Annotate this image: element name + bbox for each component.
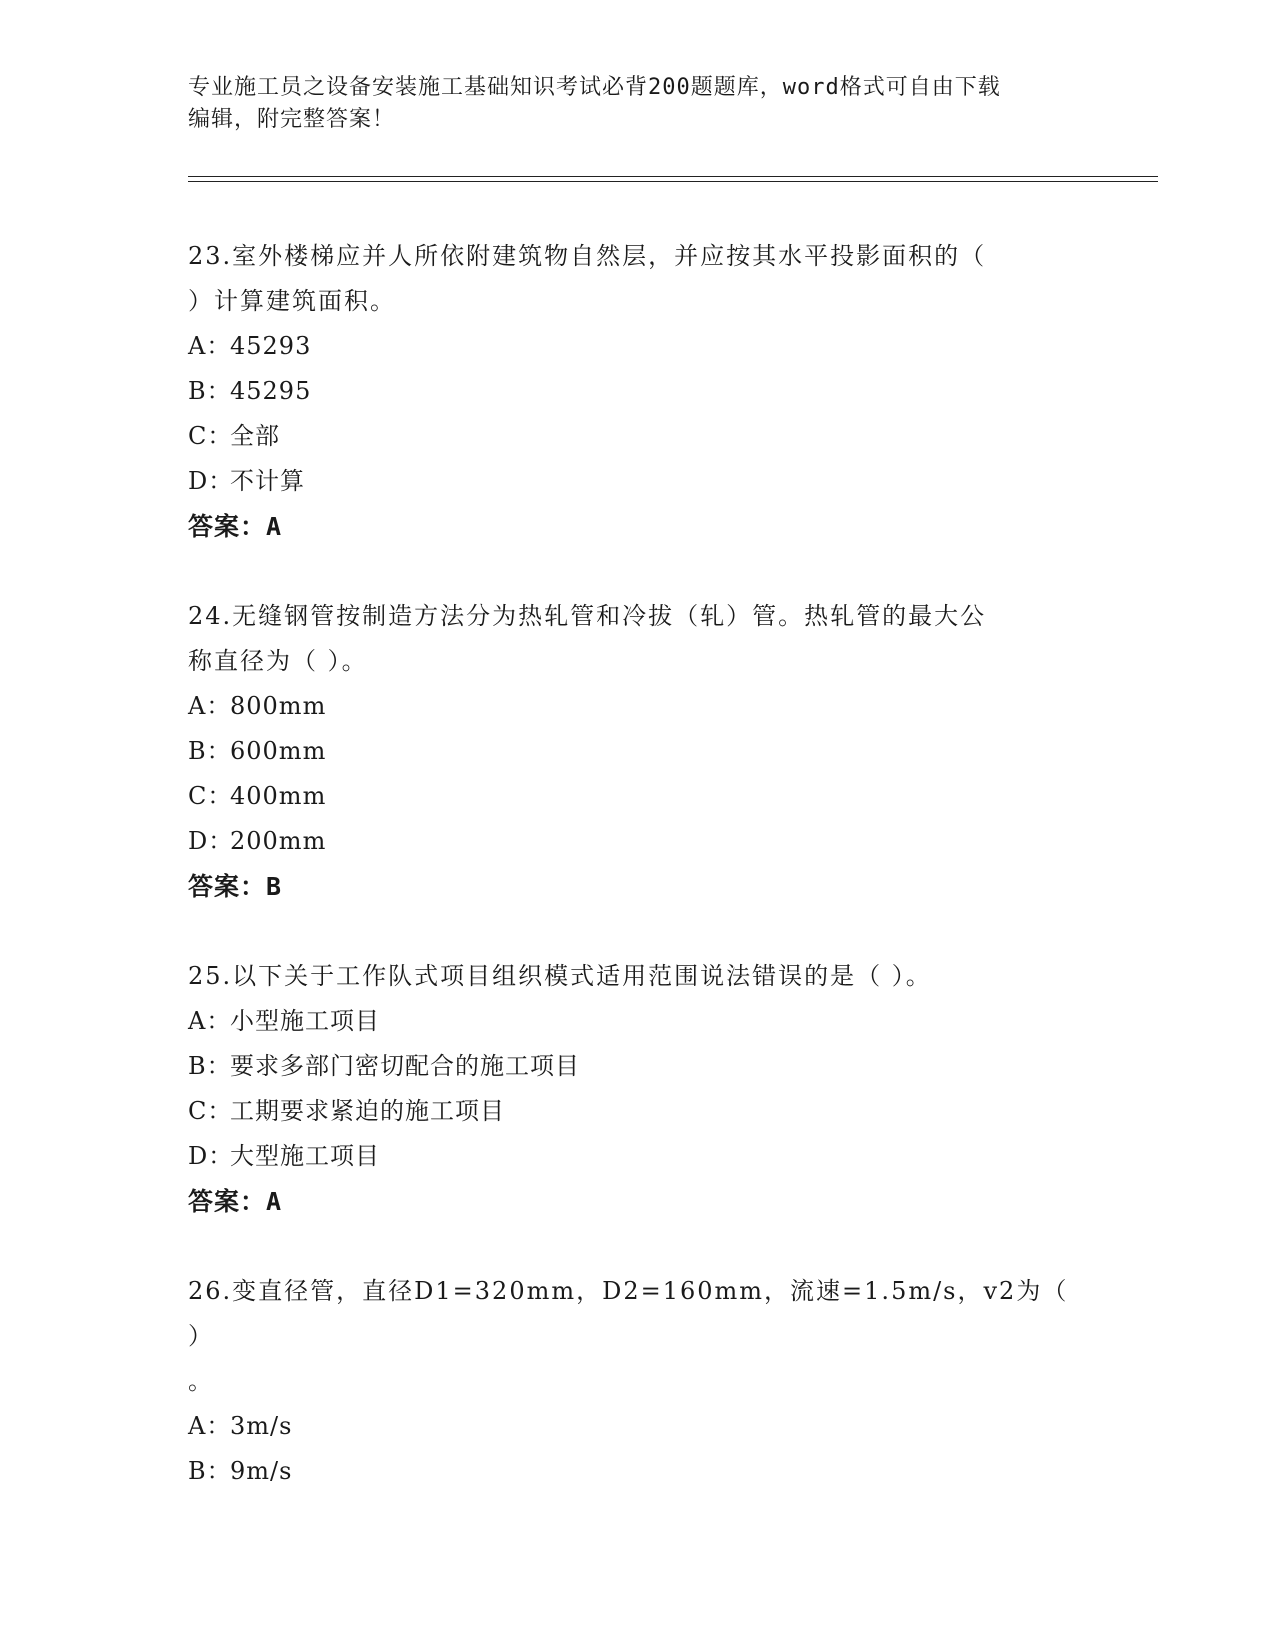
option-label: A： xyxy=(188,692,232,720)
answer-text: 答案：A xyxy=(188,1187,283,1216)
option-label: D： xyxy=(188,827,234,855)
option-label: B： xyxy=(188,1457,232,1485)
option-label: A： xyxy=(188,1412,232,1440)
option-label: C： xyxy=(188,422,233,450)
option-text: 600mm xyxy=(230,737,327,765)
option-d xyxy=(188,459,1088,504)
question-stem-line: ）计算建筑面积。 xyxy=(188,287,396,315)
question-stem-line: 26.变直径管，直径D1=320mm，D2=160mm，流速=1.5m/s，v2为（ ） xyxy=(188,1277,1069,1350)
option-d xyxy=(188,819,1088,864)
option-a xyxy=(188,1404,1088,1449)
option-c xyxy=(188,414,1088,459)
option-text: 3m/s xyxy=(230,1412,293,1440)
question-stem-line: 24.无缝钢管按制造方法分为热轧管和冷拔（轧）管。热轧管的最大公 xyxy=(188,602,987,630)
option-a xyxy=(188,999,1088,1044)
option-text: 要求多部门密切配合的施工项目 xyxy=(230,1052,580,1080)
option-text: 9m/s xyxy=(230,1457,293,1485)
option-c xyxy=(188,774,1088,819)
option-a xyxy=(188,324,1088,369)
option-label: B： xyxy=(188,737,232,765)
option-label: C： xyxy=(188,1097,233,1125)
question-23 xyxy=(188,234,1088,549)
option-text: 全部 xyxy=(230,422,280,450)
option-label: C： xyxy=(188,782,233,810)
header-divider-top xyxy=(188,176,1158,177)
question-stem-line: 。 xyxy=(188,1367,214,1395)
option-text: 大型施工项目 xyxy=(230,1142,380,1170)
question-stem-line: 称直径为（ ）。 xyxy=(188,647,368,675)
answer-text: 答案：A xyxy=(188,512,283,541)
option-text: 小型施工项目 xyxy=(230,1007,380,1035)
option-text: 200mm xyxy=(230,827,327,855)
question-stem-line: 25.以下关于工作队式项目组织模式适用范围说法错误的是（ ）。 xyxy=(188,962,932,990)
option-b xyxy=(188,729,1088,774)
header-line-1: 专业施工员之设备安装施工基础知识考试必背200题题库，word格式可自由下载 xyxy=(188,75,1001,100)
header-line-2: 编辑，附完整答案！ xyxy=(188,107,396,132)
option-b xyxy=(188,1449,1088,1494)
option-a xyxy=(188,684,1088,729)
question-26 xyxy=(188,1269,1088,1494)
option-label: B： xyxy=(188,377,232,405)
answer-text: 答案：B xyxy=(188,872,283,901)
option-text: 400mm xyxy=(230,782,327,810)
document-header xyxy=(188,72,1088,136)
question-24 xyxy=(188,594,1088,909)
option-text: 45293 xyxy=(230,332,312,360)
option-text: 800mm xyxy=(230,692,327,720)
option-label: D： xyxy=(188,467,234,495)
option-text: 不计算 xyxy=(230,467,305,495)
question-25 xyxy=(188,954,1088,1224)
question-stem-line: 23.室外楼梯应并人所依附建筑物自然层，并应按其水平投影面积的（ xyxy=(188,242,987,270)
option-label: A： xyxy=(188,1007,232,1035)
option-text: 45295 xyxy=(230,377,312,405)
header-divider-bottom xyxy=(188,181,1158,182)
option-c xyxy=(188,1089,1088,1134)
option-label: B： xyxy=(188,1052,232,1080)
option-label: A： xyxy=(188,332,232,360)
option-text: 工期要求紧迫的施工项目 xyxy=(230,1097,505,1125)
option-b xyxy=(188,1044,1088,1089)
option-b xyxy=(188,369,1088,414)
option-label: D： xyxy=(188,1142,234,1170)
option-d xyxy=(188,1134,1088,1179)
